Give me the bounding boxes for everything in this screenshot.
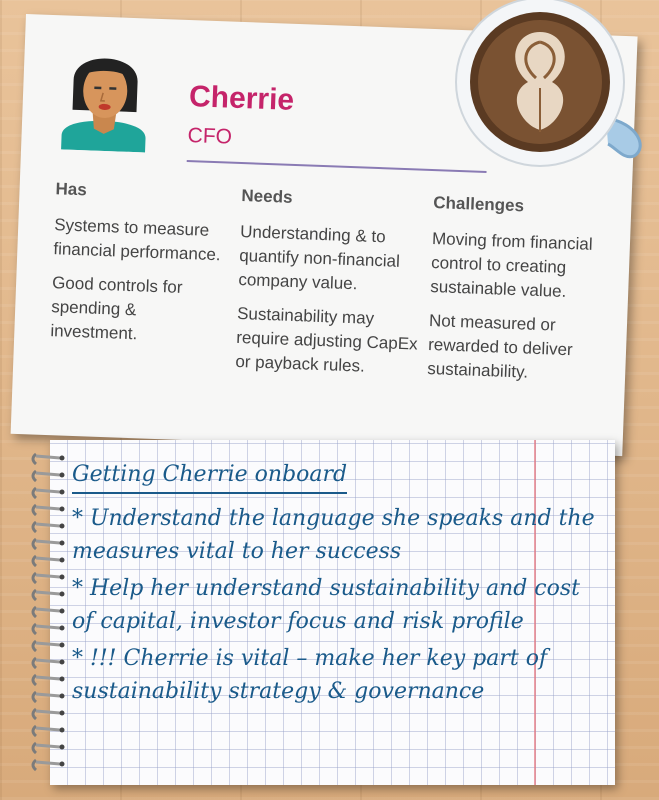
persona-name: Cherrie <box>188 80 295 117</box>
spiral-binding-icon <box>30 444 70 784</box>
woman-avatar-icon <box>53 39 157 153</box>
column-heading: Needs <box>241 186 293 207</box>
coffee-cup-icon <box>448 0 658 198</box>
note-item: * !!! Cherrie is vital – make her key part of sustainability strategy & governance <box>72 646 548 704</box>
divider <box>187 160 487 173</box>
column-heading: Challenges <box>433 193 525 216</box>
column-item: Not measured or rewarded to deliver sustainability. <box>426 310 573 382</box>
notebook-notes <box>72 458 602 712</box>
column-item: Good controls for spending & investment. <box>50 273 183 344</box>
column-item: Understanding & to quantify non-financial company value. <box>238 222 401 294</box>
column-has <box>50 179 226 359</box>
column-challenges <box>426 193 605 397</box>
column-needs <box>235 186 430 391</box>
notebook-title: Getting Cherrie onboard <box>72 458 347 494</box>
persona-role: CFO <box>187 124 233 149</box>
column-item: Systems to measure financial performance. <box>53 215 221 265</box>
note-item: * Help her understand sustainability and cost of capital, investor focus and risk profile <box>72 576 580 634</box>
column-item: Moving from financial control to creating sustainable value. <box>429 229 593 301</box>
column-item: Sustainability may require adjusting CapEx or payback rules. <box>235 303 418 376</box>
note-item: * Understand the language she speaks and the measures vital to her success <box>72 506 595 564</box>
column-heading: Has <box>55 179 88 200</box>
